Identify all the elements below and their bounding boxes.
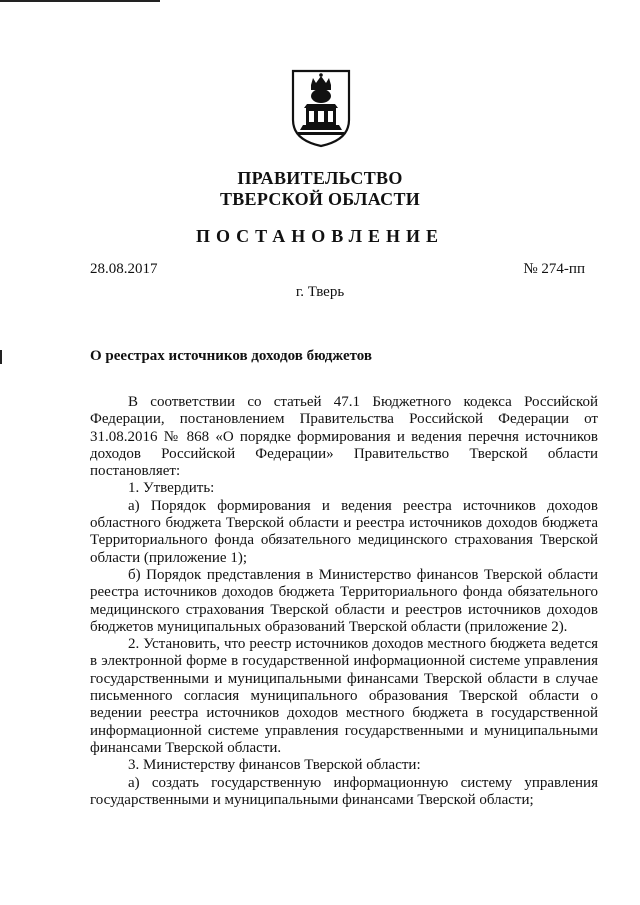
body-paragraph: В соответствии со статьей 47.1 Бюджетного кодекса Российской Федерации, постановлением Правительства Российской Федерации от 31.08.2016 № 868 «О порядке формирования и ведения перечня источников доходов Российской Федерации» Правительство Тверской области постановляет: bbox=[90, 394, 598, 480]
body-paragraph: а) создать государственную информационную систему управления государственными и муниципальными финансами Тверской области; bbox=[90, 774, 598, 808]
document-date: 28.08.2017 bbox=[90, 261, 158, 277]
document-subject: О реестрах источников доходов бюджетов bbox=[90, 348, 373, 364]
document-city: г. Тверь bbox=[295, 284, 345, 300]
scan-mark bbox=[0, 350, 2, 364]
body-paragraph: 2. Установить, что реестр источников доходов местного бюджета ведется в электронной форме в государственной информационной системе управления государственными и муниципальными финансами Тверской области в случае письменного согласия муниципального образования Тверской области о ведении реестра источников доходов местного бюджета в государственной информационной системе управления государственными и муниципальными финансами Тверской области. bbox=[90, 636, 598, 756]
document-type-title: ПОСТАНОВЛЕНИЕ bbox=[195, 226, 445, 246]
scan-mark bbox=[0, 0, 160, 2]
body-paragraph: 3. Министерству финансов Тверской области: bbox=[128, 757, 421, 774]
document-number: № 274-пп bbox=[523, 261, 585, 277]
document-body bbox=[90, 394, 598, 809]
body-paragraph: а) Порядок формирования и ведения реестра источников доходов областного бюджета Тверской области и реестра источников доходов бюджета Территориального фонда обязательного медицинского страхования Тверской области (приложение 1); bbox=[90, 497, 598, 566]
government-name-line2: ТВЕРСКОЙ ОБЛАСТИ bbox=[219, 189, 421, 209]
government-name-line1: ПРАВИТЕЛЬСТВО bbox=[237, 168, 403, 188]
body-paragraph: 1. Утвердить: bbox=[128, 480, 215, 497]
tver-coat-of-arms-emblem bbox=[290, 68, 352, 148]
body-paragraph: б) Порядок представления в Министерство финансов Тверской области реестра источников доходов бюджета Территориального фонда обязательного медицинского страхования Тверской области и реестров источников доходов бюджетов муниципальных образований Тверской области (приложение 2). bbox=[90, 566, 598, 635]
